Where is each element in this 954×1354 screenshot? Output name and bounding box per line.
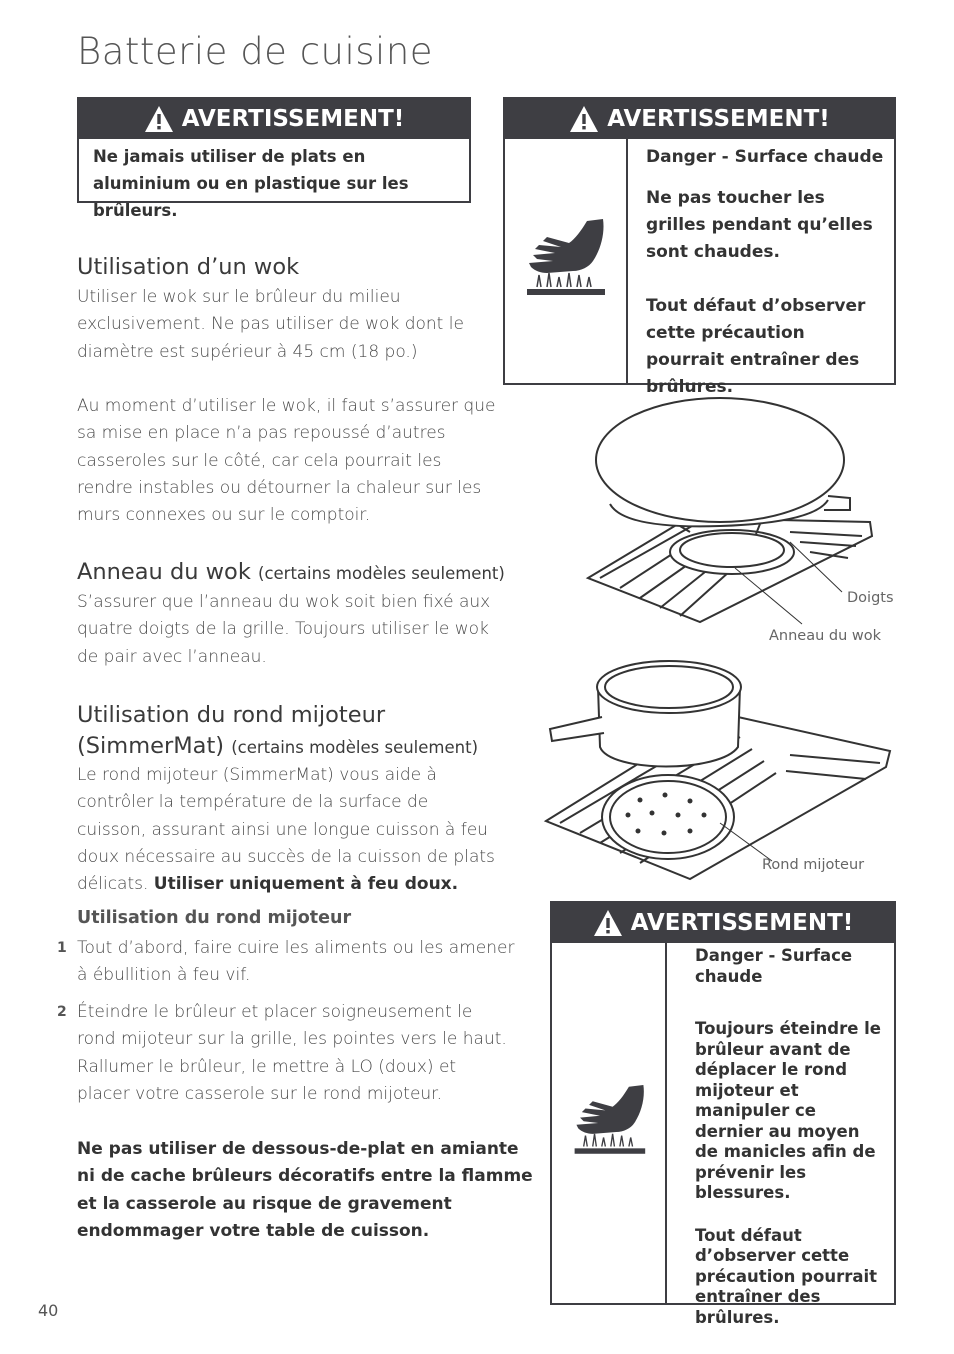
warning-title: Danger - Surface chaude (695, 946, 853, 986)
simmer-use-heading: Utilisation du rond mijoteur (77, 908, 352, 928)
caption-fingers: Doigts (847, 590, 894, 606)
warning-triangle-icon (144, 105, 174, 133)
wok-ring-paragraph: S’assurer que l’anneau du wok soit bien fixé aux quatre doigts de la grille. Toujours utiliser le wok de pair avec l’anneau. (77, 592, 491, 667)
warning-title: Danger - Surface chaude (645, 147, 884, 167)
simmer-text: Le rond mijoteur (SimmerMat) vous aide à contrôler la température de la surface de cuisson, assurant ainsi une longue cuisson à feu doux nécessaire au succès de la cuisson de plats délicats. (77, 765, 495, 895)
warning-line-2: Tout défaut d’observer cette précaution pourrait entraîner des brûlures. (695, 1225, 878, 1327)
section-heading-wok: Utilisation d’un wok (77, 254, 300, 280)
simmer-note: (certains modèles seulement) (231, 738, 479, 757)
warning-line-1: Ne pas toucher les grilles pendant qu’elles sont chaudes. (645, 188, 873, 262)
warning-box-aluminium (77, 97, 471, 220)
wok-paragraph-1: Utiliser le wok sur le brûleur du milieu exclusivement. Ne pas utiliser de wok dont le diamètre est supérieur à 45 cm (18 po.) (77, 287, 464, 362)
page-number: 40 (38, 1301, 59, 1320)
page-title: Batterie de cuisine (77, 30, 434, 73)
warning-heading: AVERTISSEMENT! (607, 106, 830, 132)
section-heading-simmer (77, 700, 478, 763)
warning-line-2: Tout défaut d’observer cette précaution pourrait entraîner des brûlures. (645, 296, 866, 397)
step-number-1: 1 (57, 940, 67, 956)
hot-surface-hand-icon (505, 139, 628, 383)
hot-surface-hand-icon (552, 943, 667, 1303)
wok-paragraph-2: Au moment d’utiliser le wok, il faut s’assurer que sa mise en place n’a pas repoussé d’autres casseroles sur le côté, car cela pourrait les rendre instables ou détourner la chaleur sur les murs connexes ou sur le comptoir. (77, 396, 496, 526)
wok-ring-heading: Anneau du wok (77, 559, 251, 585)
warning-line-1: Toujours éteindre le brûleur avant de déplacer le rond mijoteur et manipuler ce dernier au moyen de manicles afin de prévenir les blessures. (695, 1019, 881, 1202)
warning-header (552, 903, 894, 943)
warning-triangle-icon (593, 909, 623, 937)
warning-text: Ne jamais utiliser de plats en aluminium ou en plastique sur les brûleurs. (93, 147, 409, 220)
step-text-1: Tout d’abord, faire cuire les aliments ou les amener à ébullition à feu vif. (77, 938, 515, 986)
warning-box-hot-grates (503, 97, 896, 397)
caption-simmer-mat: Rond mijoteur (762, 857, 865, 873)
warning-heading: AVERTISSEMENT! (181, 106, 405, 132)
warning-header (505, 99, 894, 139)
warning-triangle-icon (569, 105, 599, 133)
simmer-heading-line-1: Utilisation du rond mijoteur (77, 702, 386, 728)
asbestos-warning-text: Ne pas utiliser de dessous-de-plat en amiante ni de cache brûleurs décoratifs entre la flamme et la casserole au risque de gravement endommager votre table de cuisson. (77, 1139, 533, 1241)
simmer-mat-illustration (540, 655, 900, 885)
simmer-text-bold: Utiliser uniquement à feu doux. (153, 874, 459, 895)
caption-wok-ring: Anneau du wok (769, 628, 882, 644)
step-text-2: Éteindre le brûleur et placer soigneusement le rond mijoteur sur la grille, les pointes vers le haut. Rallumer le brûleur, le mettre à LO (doux) et placer votre casserole sur le rond mijoteur. (77, 1002, 507, 1104)
step-number-2: 2 (57, 1004, 67, 1020)
wok-ring-note: (certains modèles seulement) (258, 564, 505, 583)
warning-header (79, 99, 469, 139)
warning-heading: AVERTISSEMENT! (630, 910, 854, 936)
simmer-paragraph (77, 762, 502, 898)
section-heading-wok-ring (77, 559, 505, 585)
simmer-heading-line-2: (SimmerMat) (77, 733, 225, 759)
warning-box-simmer-mat (550, 901, 896, 1327)
